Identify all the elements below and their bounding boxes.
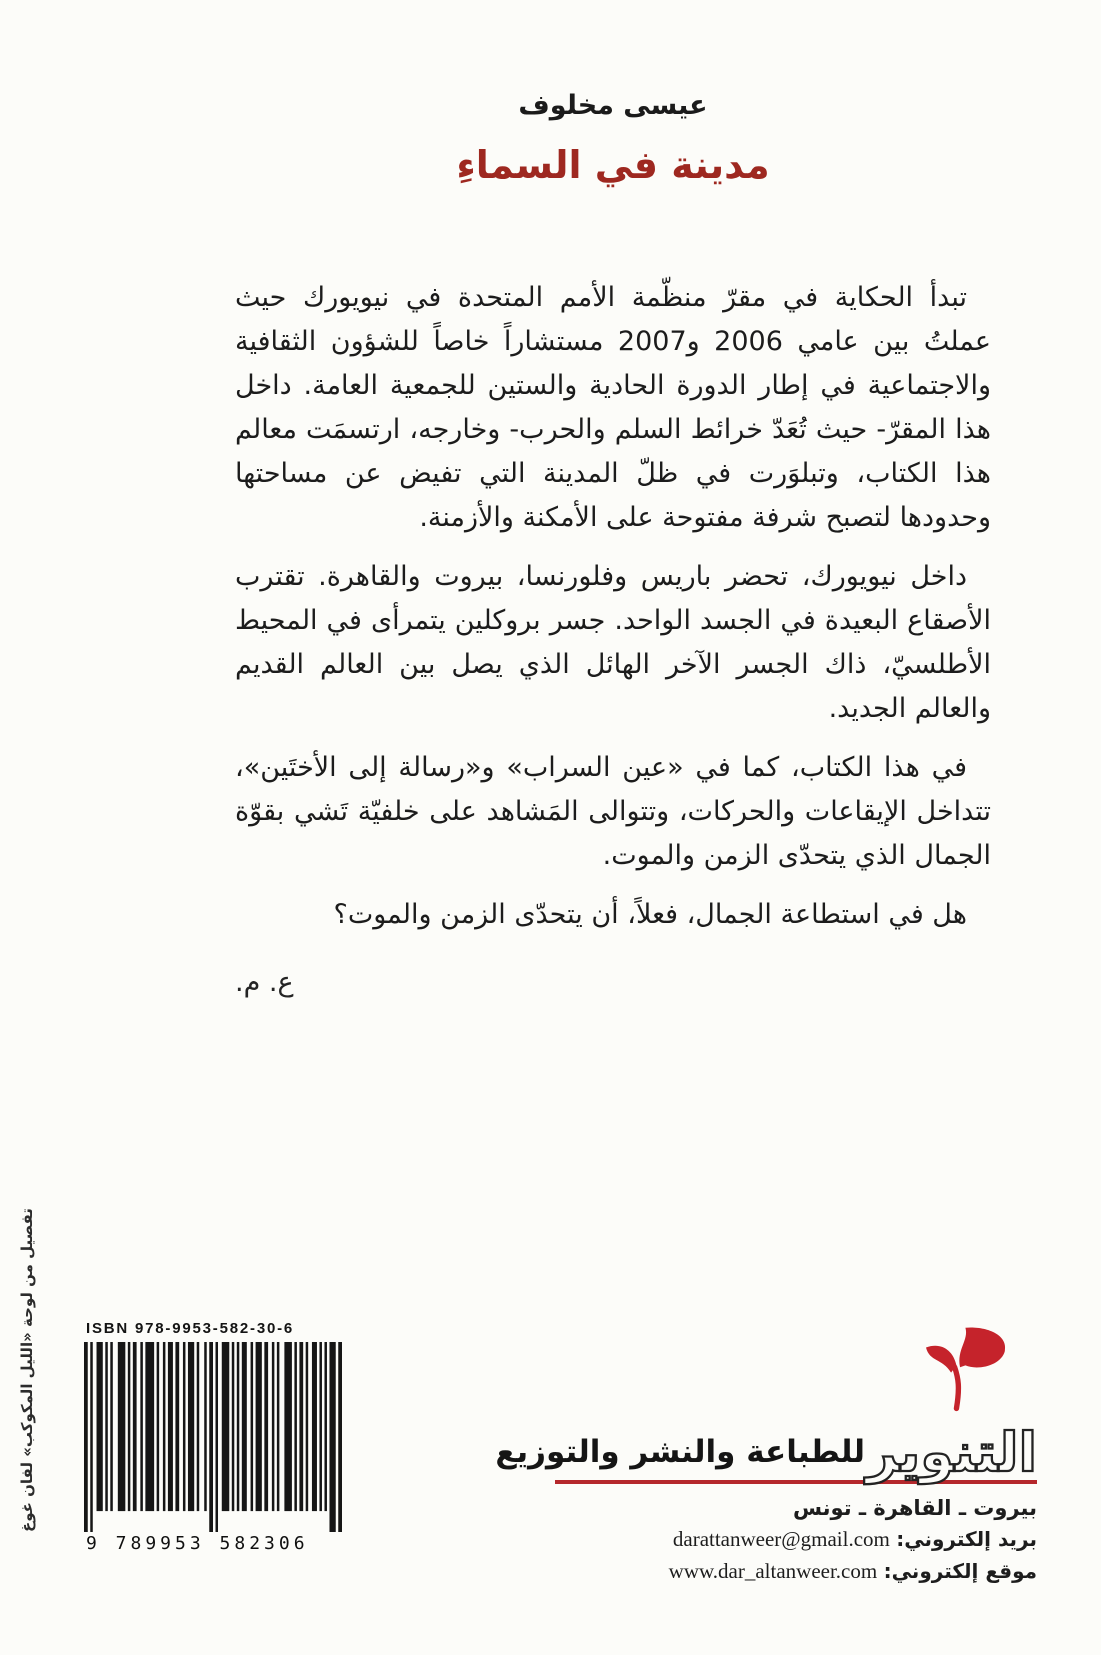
publisher-logo-text: التنوير: [866, 1420, 1037, 1484]
blurb-paragraph-3: في هذا الكتاب، كما في «عين السراب» و«رسالة إلى الأختَين»، تتداخل الإيقاعات والحركات، وتتوالى المَشاهد على خلفيّة تَشي بقوّة الجمال الذي يتحدّى الزمن والموت.: [235, 752, 991, 871]
title-block: [235, 90, 991, 187]
blurb-paragraph-4: هل في استطاعة الجمال، فعلاً، أن يتحدّى الزمن والموت؟: [333, 899, 967, 930]
spine-caption: تفصيل من لوحة «الليل المكوكب» لفان غوغ: [18, 1208, 36, 1532]
blurb-paragraph-2: داخل نيويورك، تحضر باريس وفلورنسا، بيروت والقاهرة. تقترب الأصقاع البعيدة في الجسد الواحد. جسر بروكلين يتمرأى في المحيط الأطلسيّ، ذاك الجسر الآخر الهائل الذي يصل بين العالم القديم والعالم الجديد.: [235, 561, 991, 724]
publisher-cities: بيروت ـ القاهرة ـ تونس: [792, 1496, 1037, 1520]
email-address: darattanweer@gmail.com: [672, 1527, 890, 1551]
barcode-digits: 9 789953 582306: [86, 1533, 309, 1554]
email-label: بريد إلكتروني:: [896, 1527, 1037, 1551]
barcode: [84, 1342, 352, 1532]
isbn-number: ISBN 978-9953-582-30-6: [86, 1320, 295, 1337]
publisher-logo-row: [495, 1328, 1037, 1484]
isbn-block: [84, 1320, 352, 1554]
publisher-block: [495, 1328, 1037, 1584]
publisher-logo: [866, 1328, 1037, 1484]
back-cover-blurb: [235, 276, 991, 1005]
website-address: www.dar_altanweer.com: [668, 1559, 878, 1583]
publisher-tagline: للطباعة والنشر والتوزيع: [495, 1434, 865, 1470]
publisher-website-line: [555, 1559, 1037, 1584]
website-label: موقع إلكتروني:: [883, 1559, 1037, 1583]
publisher-email-line: [555, 1527, 1037, 1552]
book-title: مدينة في السماءِ: [456, 143, 770, 187]
blurb-paragraph-1: تبدأ الحكاية في مقرّ منظّمة الأمم المتحدة في نيويورك حيث عملتُ بين عامي 2006 و2007 مستشاراً خاصاً للشؤون الثقافية والاجتماعية في إطار الدورة الحادية والستين للجمعية العامة. داخل هذا المقرّ- حيث تُعَدّ خرائط السلم والحرب- وخارجه، ارتسمَت معالم هذا الكتاب، وتبلوَرت في ظلّ المدينة التي تفيض عن مساحتها وحدودها لتصبح شرفة مفتوحة على الأمكنة والأزمنة.: [235, 282, 992, 533]
logo-flame-icon: [923, 1326, 1015, 1412]
author-name: عيسى مخلوف: [518, 90, 708, 121]
author-initials: ع. م.: [235, 967, 294, 998]
